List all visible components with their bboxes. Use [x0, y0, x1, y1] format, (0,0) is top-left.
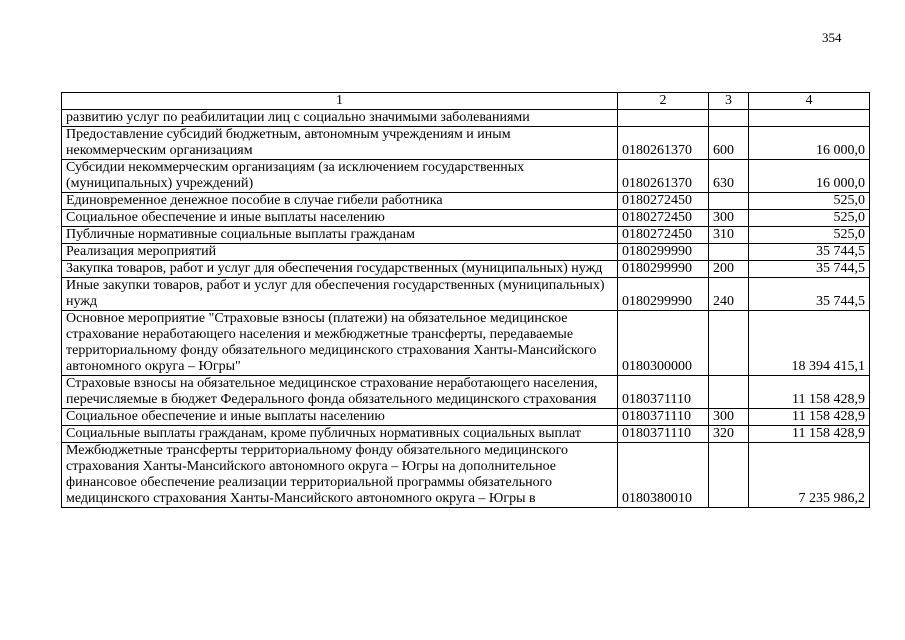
row-type: 240 [709, 278, 749, 311]
row-name: Реализация мероприятий [62, 244, 618, 261]
row-code: 0180380010 [618, 443, 709, 508]
row-code: 0180299990 [618, 278, 709, 311]
row-code: 0180272450 [618, 193, 709, 210]
row-name: Единовременное денежное пособие в случае гибели работника [62, 193, 618, 210]
row-code: 0180371110 [618, 409, 709, 426]
table-row [62, 227, 870, 244]
row-name: Основное мероприятие "Страховые взносы (платежи) на обязательное медицинское страхование неработающего населения и межбюджетные трансферты, передаваемые территориальному фонду обязательного медицинского страхования Ханты-Мансийского автономного округа – Югры" [62, 311, 618, 376]
column-header-name: 1 [62, 93, 618, 110]
column-header-amount: 4 [749, 93, 870, 110]
table-row [62, 127, 870, 160]
table-row [62, 244, 870, 261]
row-name: Страховые взносы на обязательное медицинское страхование неработающего населения, перечисляемые в бюджет Федерального фонда обязательного медицинского страхования [62, 376, 618, 409]
row-type: 310 [709, 227, 749, 244]
row-amount [749, 110, 870, 127]
row-amount: 11 158 428,9 [749, 426, 870, 443]
row-name: развитию услуг по реабилитации лиц с социально значимыми заболеваниями [62, 110, 618, 127]
row-name: Социальное обеспечение и иные выплаты населению [62, 210, 618, 227]
row-amount: 16 000,0 [749, 160, 870, 193]
row-code: 0180300000 [618, 311, 709, 376]
table-row [62, 311, 870, 376]
table-row [62, 210, 870, 227]
row-type [709, 376, 749, 409]
row-code [618, 110, 709, 127]
row-code: 0180261370 [618, 127, 709, 160]
row-code: 0180272450 [618, 210, 709, 227]
row-code: 0180299990 [618, 244, 709, 261]
budget-table [61, 92, 870, 508]
row-type: 200 [709, 261, 749, 278]
row-amount: 525,0 [749, 227, 870, 244]
row-code: 0180272450 [618, 227, 709, 244]
row-type [709, 110, 749, 127]
row-code: 0180261370 [618, 160, 709, 193]
row-type: 320 [709, 426, 749, 443]
row-amount: 35 744,5 [749, 261, 870, 278]
row-amount: 35 744,5 [749, 244, 870, 261]
row-type [709, 443, 749, 508]
table-row [62, 278, 870, 311]
row-type: 630 [709, 160, 749, 193]
row-name: Социальные выплаты гражданам, кроме публичных нормативных социальных выплат [62, 426, 618, 443]
row-name: Предоставление субсидий бюджетным, автономным учреждениям и иным некоммерческим организациям [62, 127, 618, 160]
table-row [62, 426, 870, 443]
row-amount: 525,0 [749, 193, 870, 210]
row-type: 600 [709, 127, 749, 160]
row-amount: 11 158 428,9 [749, 376, 870, 409]
row-code: 0180299990 [618, 261, 709, 278]
row-code: 0180371110 [618, 426, 709, 443]
column-header-type: 3 [709, 93, 749, 110]
row-name: Иные закупки товаров, работ и услуг для обеспечения государственных (муниципальных) нужд [62, 278, 618, 311]
row-name: Закупка товаров, работ и услуг для обеспечения государственных (муниципальных) нужд [62, 261, 618, 278]
table-row [62, 409, 870, 426]
row-amount: 18 394 415,1 [749, 311, 870, 376]
row-type [709, 193, 749, 210]
row-amount: 11 158 428,9 [749, 409, 870, 426]
row-amount: 525,0 [749, 210, 870, 227]
table-row [62, 261, 870, 278]
table-row [62, 376, 870, 409]
row-amount: 35 744,5 [749, 278, 870, 311]
table-row [62, 443, 870, 508]
table-row [62, 193, 870, 210]
row-name: Межбюджетные трансферты территориальному фонду обязательного медицинского страхования Ханты-Мансийского автономного округа – Югры на дополнительное финансовое обеспечение реализации территориальной программы обязательного медицинского страхования Ханты-Мансийского автономного округа – Югры в [62, 443, 618, 508]
column-header-code: 2 [618, 93, 709, 110]
row-type: 300 [709, 409, 749, 426]
table-row [62, 160, 870, 193]
row-type [709, 244, 749, 261]
row-amount: 7 235 986,2 [749, 443, 870, 508]
row-type: 300 [709, 210, 749, 227]
row-code: 0180371110 [618, 376, 709, 409]
header-row [62, 93, 870, 110]
row-name: Субсидии некоммерческим организациям (за исключением государственных (муниципальных) учреждений) [62, 160, 618, 193]
page-number: 354 [822, 30, 842, 45]
row-amount: 16 000,0 [749, 127, 870, 160]
row-name: Публичные нормативные социальные выплаты гражданам [62, 227, 618, 244]
row-type [709, 311, 749, 376]
table-row [62, 110, 870, 127]
row-name: Социальное обеспечение и иные выплаты населению [62, 409, 618, 426]
